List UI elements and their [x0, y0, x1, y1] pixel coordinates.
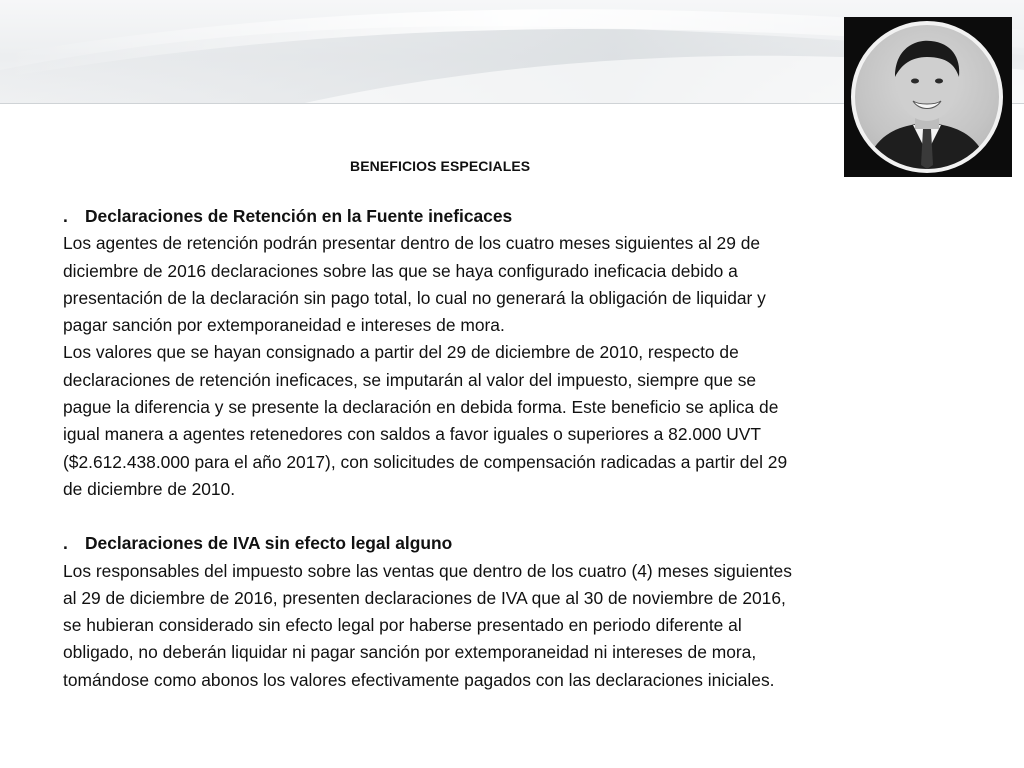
paragraph: Los agentes de retención podrán presentar dentro de los cuatro meses siguientes al 29 de diciembre de 2016 declaraciones sobre las que se haya configurado ineficacia debido a presentación de la declaración sin pago total, lo cual no generará la obligación de liquidar y pagar sanción por extemporaneidad e intereses de mora. — [63, 233, 766, 336]
section-heading: BENEFICIOS ESPECIALES — [350, 158, 531, 174]
person-portrait-icon — [851, 21, 1003, 173]
bullet-marker: . — [63, 533, 68, 554]
spacer — [63, 503, 808, 530]
document-body — [63, 203, 808, 694]
item-title-text: Declaraciones de IVA sin efecto legal alguno — [85, 533, 453, 554]
item-title-iva — [63, 530, 808, 557]
bullet-marker: . — [63, 206, 68, 226]
item-title-text: Declaraciones de Retención en la Fuente ineficaces — [85, 206, 513, 226]
paragraph: Los valores que se hayan consignado a partir del 29 de diciembre de 2010, respecto de declaraciones de retención ineficaces, se imputarán al valor del impuesto, siempre que se pague la diferencia y se presente la declaración en debida forma. Este beneficio se aplica de igual manera a agentes retenedores con saldos a favor iguales o superiores a 82.000 UVT ($2.612.438.000 para el año 2017), con solicitudes de compensación radicadas a partir del 29 de diciembre de 2010. — [63, 342, 788, 499]
portrait-photo — [844, 17, 1012, 177]
item-title-retencion — [63, 203, 808, 230]
paragraph: Los responsables del impuesto sobre las ventas que dentro de los cuatro (4) meses siguientes al 29 de diciembre de 2016, presenten declaraciones de IVA que al 30 de noviembre de 2016, se hubieran considerado sin efecto legal por haberse presentado en periodo diferente al obligado, no deberán liquidar ni pagar sanción por extemporaneidad ni intereses de mora, tomándose como abonos los valores efectivamente pagados con las declaraciones iniciales. — [63, 560, 792, 690]
